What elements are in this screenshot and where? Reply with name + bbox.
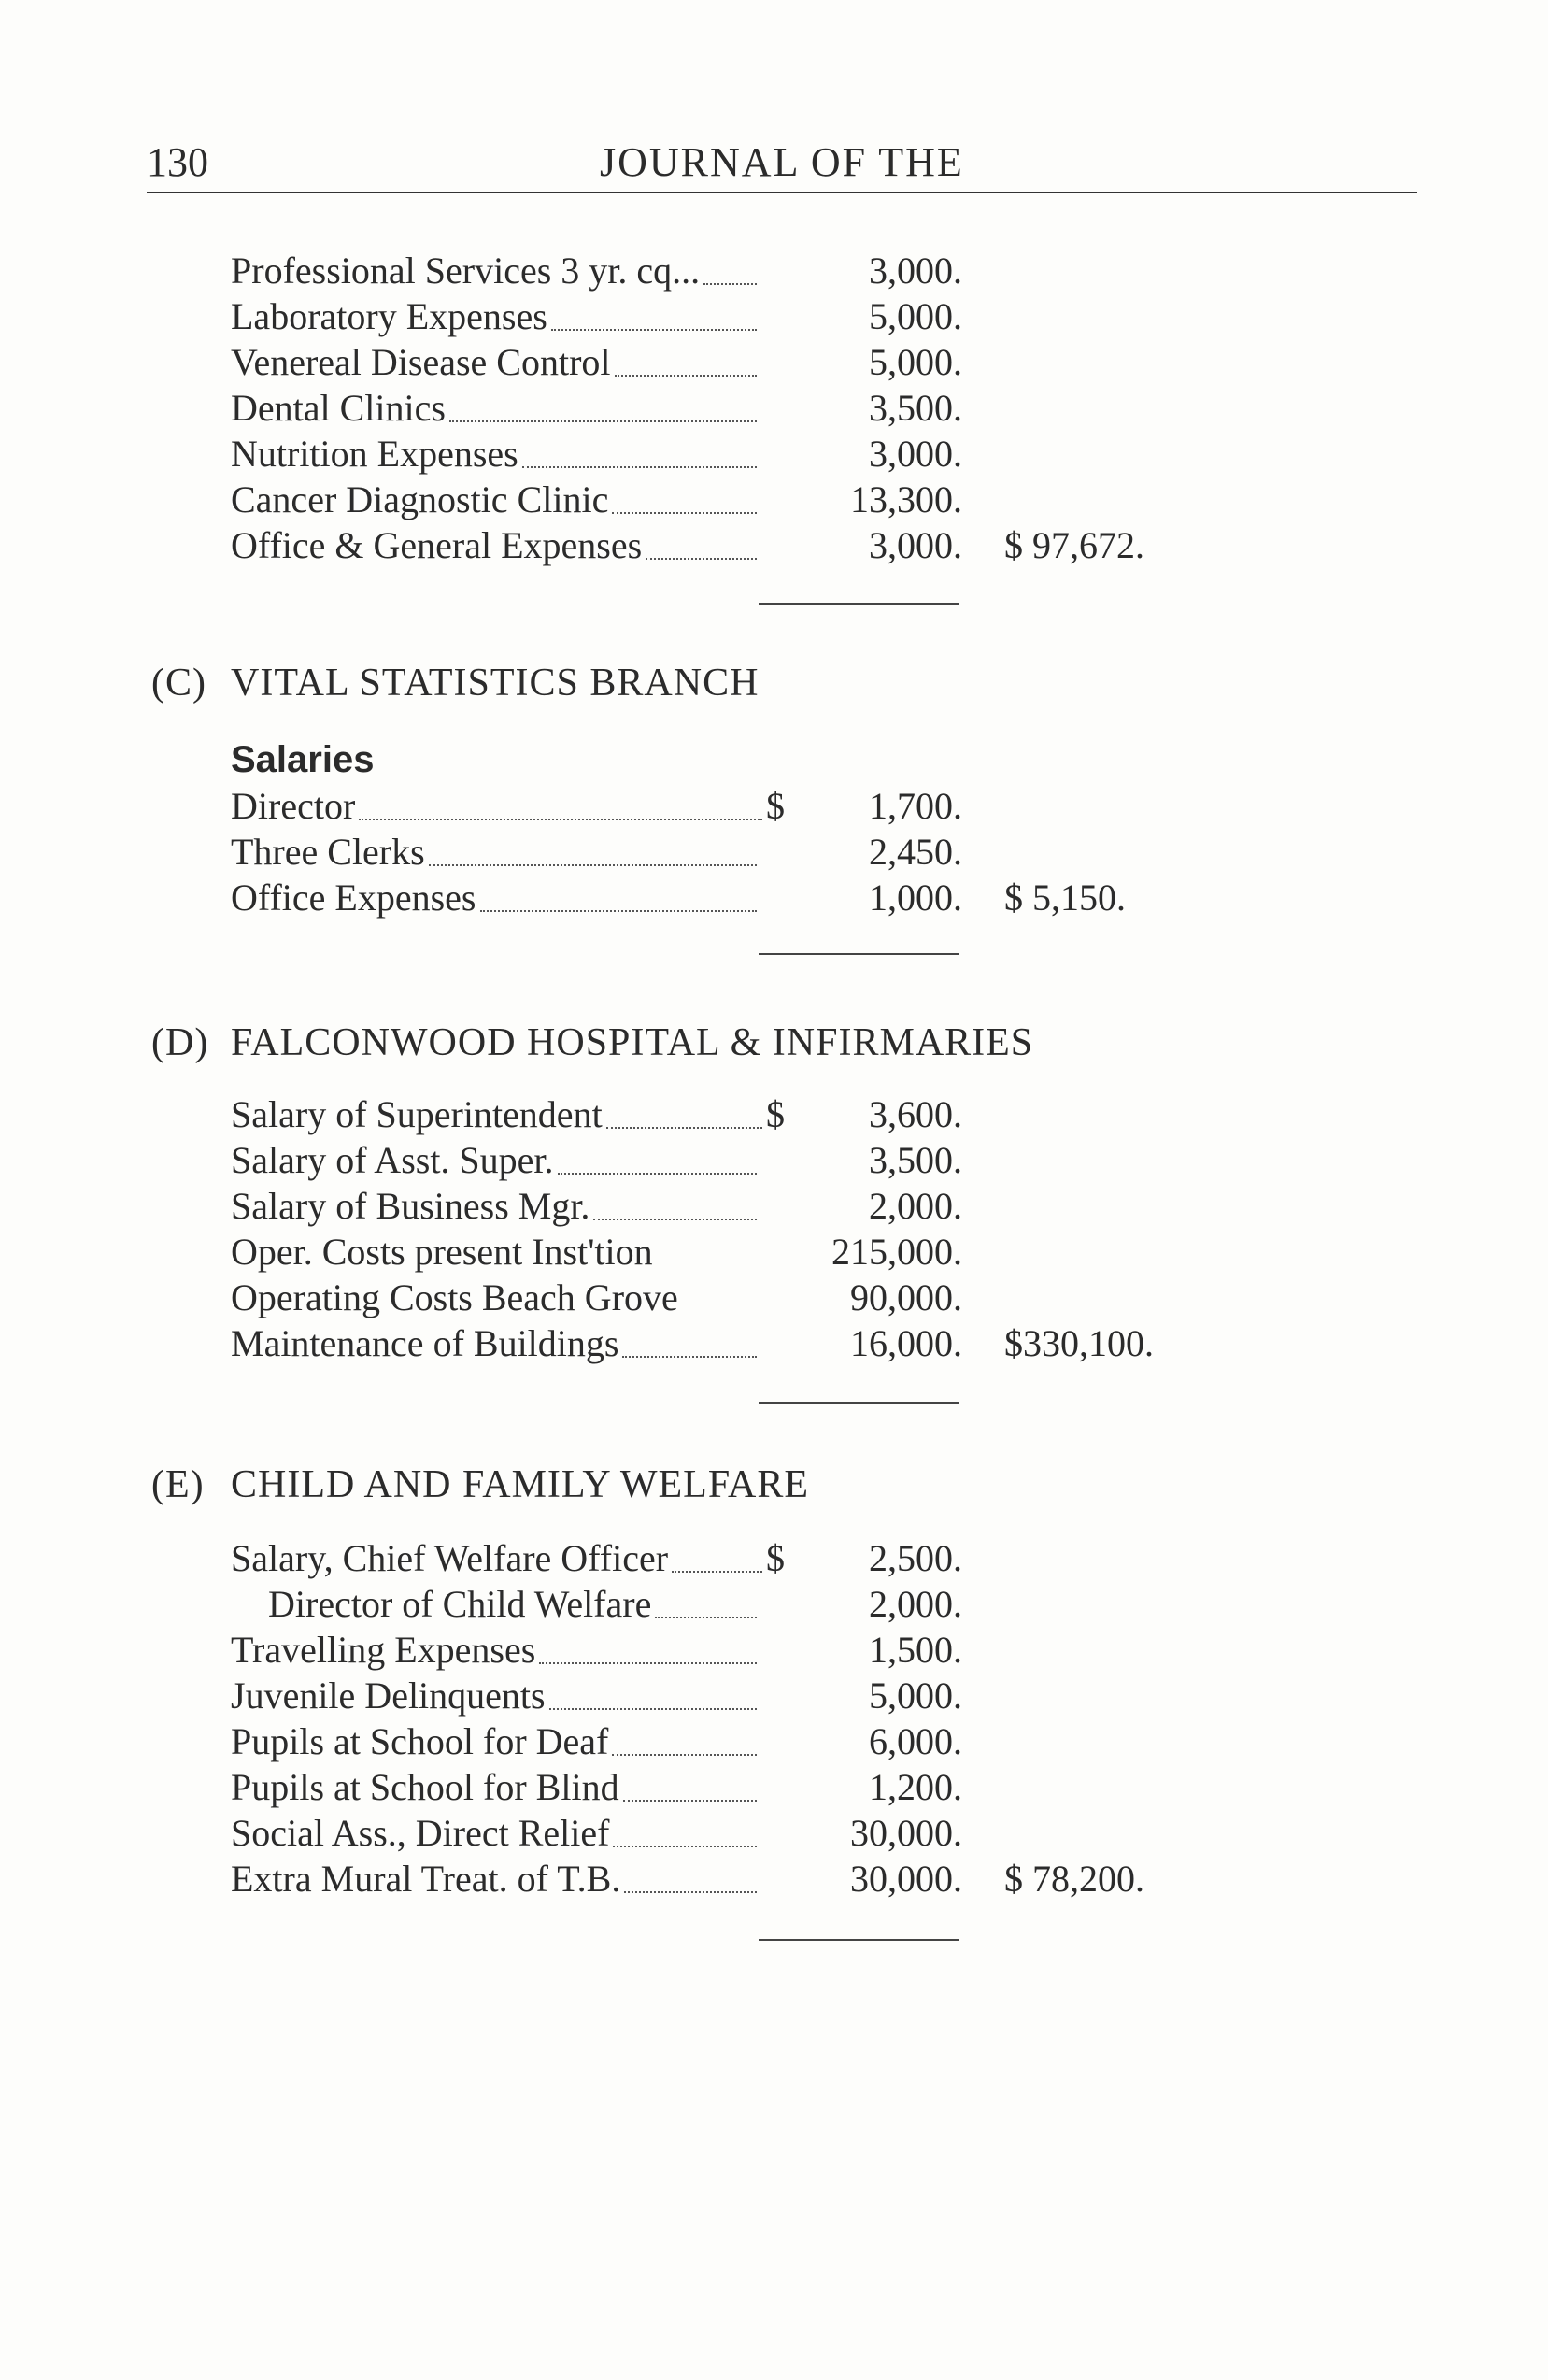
ledger-row xyxy=(0,339,1548,386)
ledger-row xyxy=(0,477,1548,523)
row-label: Salary of Asst. Super. xyxy=(231,1139,554,1181)
section-title-text: FALCONWOOD HOSPITAL & INFIRMARIES xyxy=(231,1021,1034,1064)
row-label: Nutrition Expenses xyxy=(231,433,518,475)
section-total: $330,100. xyxy=(1004,1322,1154,1364)
ledger-row xyxy=(0,1581,1548,1628)
row-label: Professional Services 3 yr. cq... xyxy=(231,249,701,292)
ledger-row xyxy=(0,1535,1548,1582)
row-amount: 16,000. xyxy=(850,1322,962,1364)
row-amount: 5,000. xyxy=(869,1675,962,1717)
dot-leader xyxy=(558,1171,757,1175)
row-amount: 1,500. xyxy=(869,1629,962,1671)
dot-leader xyxy=(623,1798,757,1802)
dot-leader xyxy=(703,281,757,285)
ledger-row xyxy=(0,875,1548,921)
row-amount: 5,000. xyxy=(869,295,962,337)
row-label: Dental Clinics xyxy=(231,387,446,429)
row-label: Three Clerks xyxy=(231,831,425,873)
row-label: Salary of Superintendent xyxy=(231,1093,603,1135)
ledger-row xyxy=(0,385,1548,432)
row-amount: 2,450. xyxy=(869,831,962,873)
sum-rule xyxy=(759,953,959,955)
dot-leader xyxy=(606,1125,762,1129)
row-label: Salary, Chief Welfare Officer xyxy=(231,1537,669,1579)
row-label: Director xyxy=(231,785,356,827)
section-code: (D) xyxy=(151,1021,209,1064)
row-label: Office Expenses xyxy=(231,876,476,919)
row-amount: 2,000. xyxy=(869,1583,962,1625)
row-amount: 30,000. xyxy=(850,1812,962,1854)
ledger-row xyxy=(0,1320,1548,1367)
row-amount: 3,600. xyxy=(869,1093,962,1135)
sum-rule xyxy=(759,1402,959,1404)
ledger-row xyxy=(0,248,1548,294)
row-amount: 3,000. xyxy=(869,249,962,292)
ledger-row xyxy=(0,293,1548,340)
dot-leader xyxy=(613,1844,757,1847)
section-title-text: VITAL STATISTICS BRANCH xyxy=(231,662,760,705)
sum-rule xyxy=(759,603,959,605)
sum-rule xyxy=(759,1939,959,1941)
row-amount: 5,000. xyxy=(869,341,962,383)
row-amount: 2,500. xyxy=(869,1537,962,1579)
subheading: Salaries xyxy=(231,739,375,780)
row-label: Travelling Expenses xyxy=(231,1629,536,1671)
dot-leader xyxy=(612,1752,757,1756)
dot-leader xyxy=(359,817,762,820)
journal-title: JOURNAL OF THE xyxy=(600,139,964,185)
row-amount: 6,000. xyxy=(869,1720,962,1762)
row-label: Salary of Business Mgr. xyxy=(231,1185,590,1227)
row-amount: 1,000. xyxy=(869,876,962,919)
row-label: Cancer Diagnostic Clinic xyxy=(231,478,609,520)
dot-leader xyxy=(615,373,757,377)
dot-leader xyxy=(549,1706,757,1710)
row-amount: 3,500. xyxy=(869,1139,962,1181)
dot-leader xyxy=(429,862,757,866)
section-heading xyxy=(151,1461,809,1509)
ledger-row xyxy=(0,1718,1548,1765)
ledger-row xyxy=(0,1810,1548,1857)
dollar-sign: $ xyxy=(766,1093,785,1135)
section-total: $ 5,150. xyxy=(1004,876,1126,919)
ledger-row xyxy=(0,1091,1548,1138)
ledger-row xyxy=(0,1627,1548,1674)
row-label: Laboratory Expenses xyxy=(231,295,547,337)
dot-leader xyxy=(646,556,757,560)
ledger-row xyxy=(0,1183,1548,1230)
row-label: Director of Child Welfare xyxy=(268,1583,652,1625)
row-amount: 3,000. xyxy=(869,433,962,475)
page-header xyxy=(147,138,1417,194)
row-label: Pupils at School for Blind xyxy=(231,1766,619,1808)
row-amount: 2,000. xyxy=(869,1185,962,1227)
dollar-sign: $ xyxy=(766,785,785,827)
ledger-row xyxy=(0,431,1548,477)
header-rule xyxy=(147,192,1417,193)
dot-leader xyxy=(622,1354,757,1358)
row-amount: 30,000. xyxy=(850,1858,962,1900)
row-label: Oper. Costs present Inst'tion xyxy=(231,1231,653,1273)
row-amount: 215,000. xyxy=(831,1231,962,1273)
row-label: Pupils at School for Deaf xyxy=(231,1720,609,1762)
ledger-row xyxy=(0,1673,1548,1719)
section-total: $ 97,672. xyxy=(1004,524,1144,566)
row-label: Office & General Expenses xyxy=(231,524,643,566)
dot-leader xyxy=(480,908,757,912)
dot-leader xyxy=(593,1217,757,1220)
section-code: (E) xyxy=(151,1463,205,1506)
row-label: Juvenile Delinquents xyxy=(231,1675,546,1717)
ledger-row xyxy=(0,1856,1548,1903)
dot-leader xyxy=(551,327,757,331)
section-total: $ 78,200. xyxy=(1004,1858,1144,1900)
dot-leader xyxy=(655,1615,757,1618)
dot-leader xyxy=(672,1569,762,1573)
ledger-row xyxy=(0,1764,1548,1811)
section-code: (C) xyxy=(151,662,206,705)
dollar-sign: $ xyxy=(766,1537,785,1579)
section-heading xyxy=(151,659,759,707)
row-amount: 13,300. xyxy=(850,478,962,520)
dot-leader xyxy=(624,1889,757,1893)
page-number: 130 xyxy=(147,139,208,185)
dot-leader xyxy=(539,1660,757,1664)
row-amount: 1,700. xyxy=(869,785,962,827)
dot-leader xyxy=(522,464,757,468)
row-label: Maintenance of Buildings xyxy=(231,1322,619,1364)
dot-leader xyxy=(612,510,757,514)
ledger-row xyxy=(0,783,1548,830)
row-label: Venereal Disease Control xyxy=(231,341,611,383)
ledger-row xyxy=(0,829,1548,876)
section-title-text: CHILD AND FAMILY WELFARE xyxy=(231,1463,810,1506)
row-label: Social Ass., Direct Relief xyxy=(231,1812,610,1854)
ledger-row xyxy=(0,1137,1548,1184)
section-heading xyxy=(151,1019,1033,1067)
ledger-row xyxy=(0,1229,1548,1276)
row-label: Operating Costs Beach Grove xyxy=(231,1276,678,1318)
row-label: Extra Mural Treat. of T.B. xyxy=(231,1858,621,1900)
row-amount: 3,000. xyxy=(869,524,962,566)
row-amount: 3,500. xyxy=(869,387,962,429)
ledger-row xyxy=(0,522,1548,569)
row-amount: 90,000. xyxy=(850,1276,962,1318)
dot-leader xyxy=(449,419,757,422)
row-amount: 1,200. xyxy=(869,1766,962,1808)
ledger-row xyxy=(0,1275,1548,1321)
